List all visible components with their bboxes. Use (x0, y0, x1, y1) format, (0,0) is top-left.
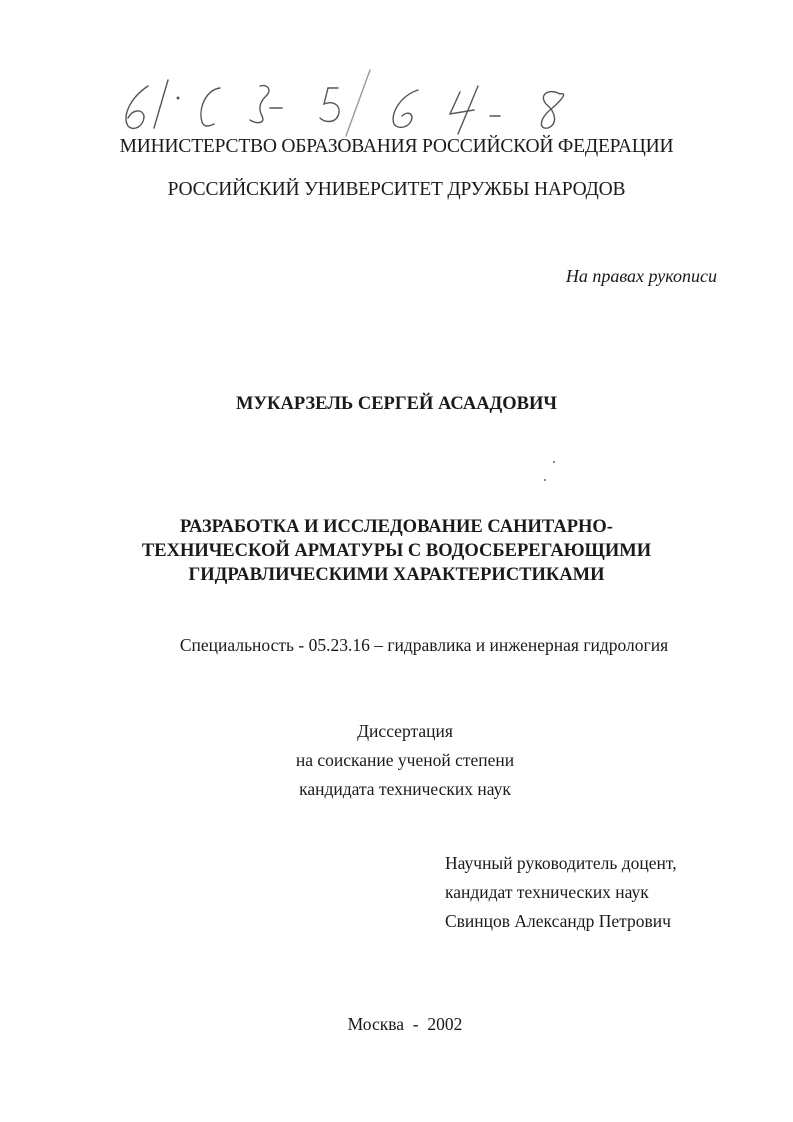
thesis-title-line: ТЕХНИЧЕСКОЙ АРМАТУРЫ С ВОДОСБЕРЕГАЮЩИМИ (141, 541, 652, 561)
scan-speck (544, 479, 546, 481)
supervisor-line: Свинцов Александр Петрович (445, 911, 671, 931)
supervisor-info (445, 849, 677, 936)
degree-statement (0, 717, 793, 804)
thesis-title-line: РАЗРАБОТКА И ИССЛЕДОВАНИЕ САНИТАРНО- (180, 517, 613, 537)
supervisor-line: Научный руководитель доцент, (445, 853, 677, 873)
thesis-title (0, 515, 793, 587)
university-heading: РОССИЙСКИЙ УНИВЕРСИТЕТ ДРУЖБЫ НАРОДОВ (167, 179, 626, 200)
manuscript-rights-note: На правах рукописи (565, 266, 717, 286)
supervisor-line: кандидат технических наук (445, 882, 649, 902)
specialty-line: Специальность - 05.23.16 – гидравлика и инженерная гидрология (179, 635, 669, 655)
thesis-title-line: ГИДРАВЛИЧЕСКИМИ ХАРАКТЕРИСТИКАМИ (188, 565, 605, 585)
degree-statement-line: на соискание ученой степени (295, 750, 515, 770)
ministry-heading: МИНИСТЕРСТВО ОБРАЗОВАНИЯ РОССИЙСКОЙ ФЕДЕРАЦИИ (119, 136, 674, 157)
scan-speck (553, 461, 555, 463)
degree-statement-line: кандидата технических наук (299, 779, 511, 799)
author-name: МУКАРЗЕЛЬ СЕРГЕЙ АСААДОВИЧ (236, 394, 557, 414)
handwriting-scribble-icon (110, 68, 600, 138)
city-and-year: Москва - 2002 (347, 1014, 463, 1034)
degree-statement-line: Диссертация (357, 721, 453, 741)
handwritten-archive-code (110, 68, 600, 138)
